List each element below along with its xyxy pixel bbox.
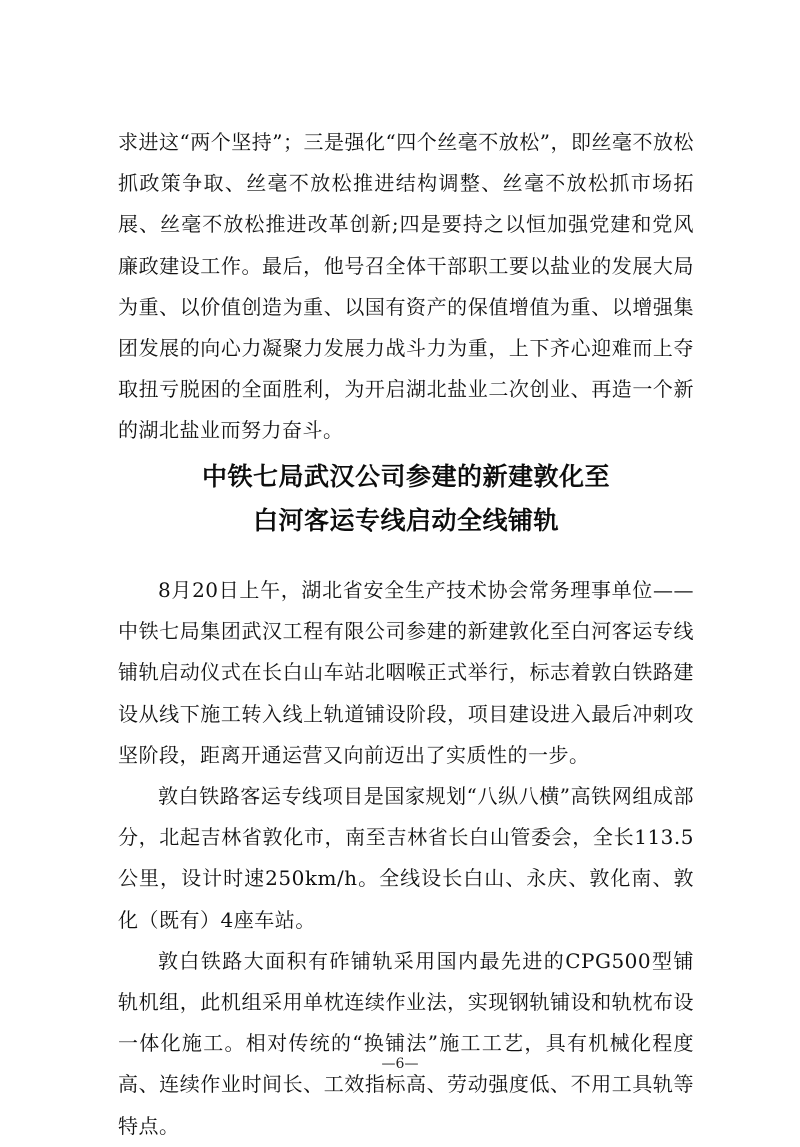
article-paragraph-3: 敦白铁路大面积有砟铺轨采用国内最先进的CPG500型铺轨机组，此机组采用单枕连续作业法，实现钢轨铺设和轨枕布设一体化施工。相对传统的“换铺法”施工工艺，具有机械化程度高、连续作业时间长、工效指标高、劳动强度低、不用工具轨等特点。	[118, 948, 694, 1138]
article-title-line-1: 中铁七局武汉公司参建的新建敦化至	[201, 462, 610, 491]
article-title-line-2: 白河客运专线启动全线铺轨	[252, 506, 559, 535]
article-paragraph-1: 8月20日上午，湖北省安全生产技术协会常务理事单位——中铁七局集团武汉工程有限公司参建的新建敦化至白河客运专线铺轨启动仪式在长白山车站北咽喉正式举行，标志着敦白铁路建设从线下施工转入线上轨道铺设阶段，项目建设进入最后冲刺攻坚阶段，距离开通运营又向前迈出了实质性的一步。	[118, 578, 694, 767]
article-title	[118, 455, 694, 543]
page-number: —6—	[381, 1056, 419, 1072]
continued-paragraph-block	[118, 122, 694, 452]
continued-paragraph: 求进这“两个坚持”；三是强化“四个丝毫不放松”，即丝毫不放松抓政策争取、丝毫不放松推进结构调整、丝毫不放松抓市场拓展、丝毫不放松推进改革创新;四是要持之以恒加强党建和党风廉政建设工作。最后，他号召全体干部职工要以盐业的发展大局为重、以价值创造为重、以国有资产的保值增值为重、以增强集团发展的向心力凝聚力发展力战斗力为重，上下齐心迎难而上夺取扭亏脱困的全面胜利，为开启湖北盐业二次创业、再造一个新的湖北盐业而努力奋斗。	[118, 130, 694, 443]
article-paragraph-2: 敦白铁路客运专线项目是国家规划“八纵八横”高铁网组成部分，北起吉林省敦化市，南至吉林省长白山管委会，全长113.5公里，设计时速250km/h。全线设长白山、永庆、敦化南、敦化（既有）4座车站。	[118, 784, 694, 932]
